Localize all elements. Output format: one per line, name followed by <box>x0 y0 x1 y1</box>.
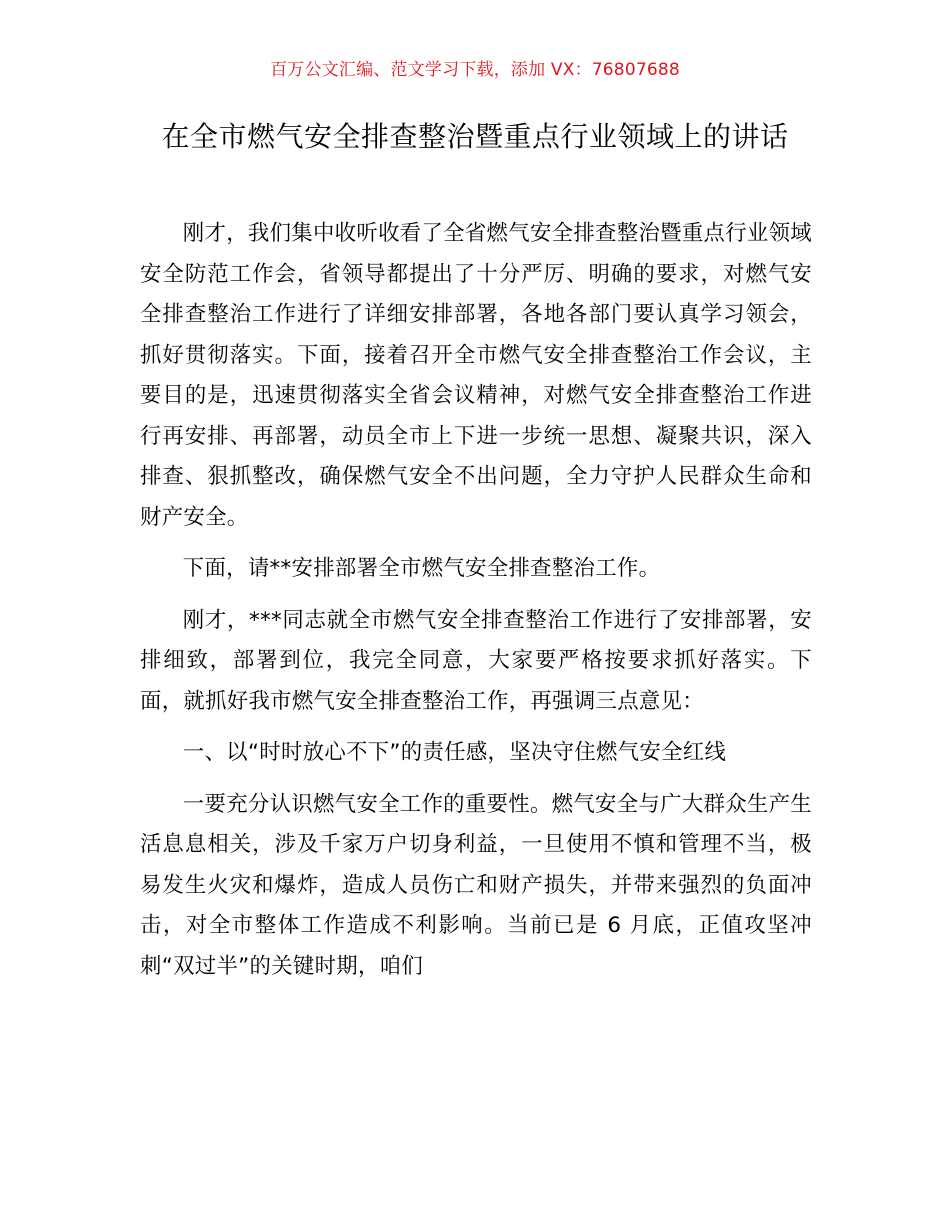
section-heading-one: 一、以“时时放心不下”的责任感，坚决守住燃气安全红线 <box>182 740 727 765</box>
paragraph-opening: 刚才，我们集中收听收看了全省燃气安全排查整治暨重点行业领域安全防范工作会，省领导都提出了十分严厉、明确的要求，对燃气安全排查整治工作进行了详细安排部署，各地各部门要认真学习领会，抓好贯彻落实。下面，接着召开全市燃气安全排查整治工作会议，主要目的是，迅速贯彻落实全省会议精神，对燃气安全排查整治工作进行再安排、再部署，动员全市上下进一步统一思想、凝聚共识，深入排查、狠抓整改，确保燃气安全不出问题，全力守护人民群众生命和财产安全。 <box>140 221 812 530</box>
paragraph-three-points-intro: 刚才，***同志就全市燃气安全排查整治工作进行了安排部署，安排细致，部署到位，我完全同意，大家要严格按要求抓好落实。下面，就抓好我市燃气安全排查整治工作，再强调三点意见： <box>140 607 812 714</box>
watermark-banner: 百万公文汇编、范文学习下载，添加 VX：76807688 <box>270 60 680 80</box>
paragraph-importance: 一要充分认识燃气安全工作的重要性。燃气安全与广大群众生产生活息息相关，涉及千家万户切身利益，一旦使用不慎和管理不当，极易发生火灾和爆炸，造成人员伤亡和财产损失，并带来强烈的负面冲击，对全市整体工作造成不利影响。当前已是 6 月底，正值攻坚冲刺“双过半”的关键时期，咱们 <box>140 791 812 979</box>
paragraph-transition: 下面，请**安排部署全市燃气安全排查整治工作。 <box>182 556 661 581</box>
document-title: 在全市燃气安全排查整治暨重点行业领域上的讲话 <box>161 120 789 153</box>
document-body <box>140 214 812 987</box>
